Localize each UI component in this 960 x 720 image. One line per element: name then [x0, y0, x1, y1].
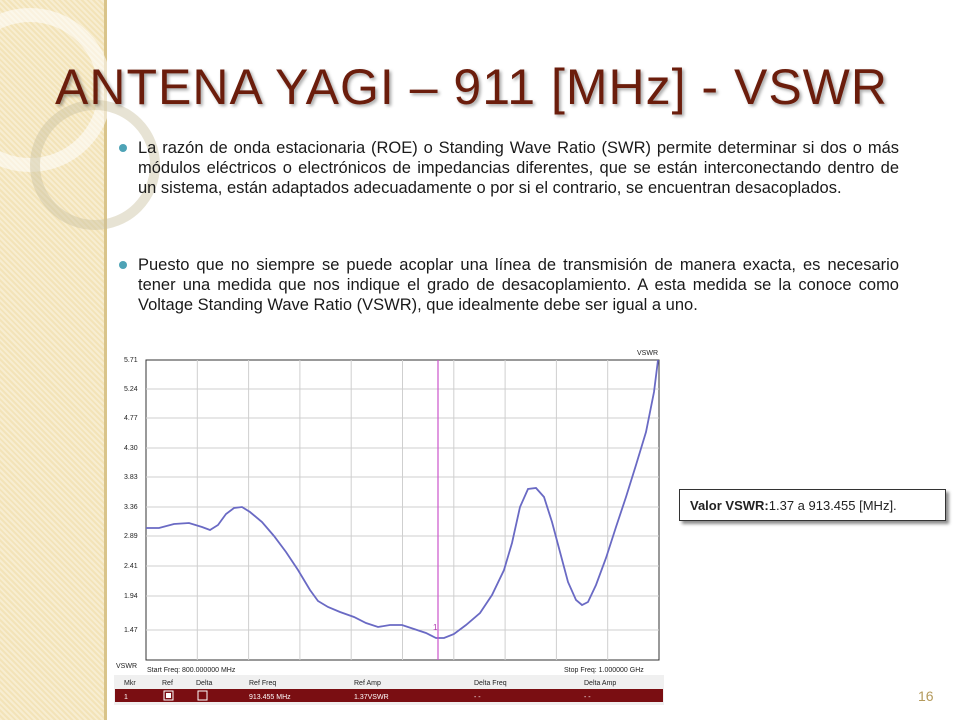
slide-title: ANTENA YAGI – 911 [MHz] - VSWR	[55, 59, 888, 115]
y-tick-label: 4.77	[124, 415, 138, 422]
vswr-analyzer-screenshot	[114, 347, 664, 705]
table-row-cell: 1.37VSWR	[354, 694, 389, 701]
decorative-circles	[0, 0, 200, 260]
bullet-icon	[119, 144, 127, 152]
y-tick-label: 2.41	[124, 563, 138, 570]
vswr-value-callout	[679, 489, 946, 521]
marker-table-row	[115, 689, 663, 702]
table-header-cell: Delta Freq	[474, 680, 507, 687]
table-row-cell: - -	[474, 694, 481, 701]
table-header-cell: Delta Amp	[584, 680, 617, 687]
table-header-cell: Ref	[162, 680, 173, 687]
bullet-text: Puesto que no siempre se puede acoplar una línea de transmisión de manera exacta, es necesario tener una medida que nos indique el grado de desacoplamiento. A esta medida se la conoce como Voltage Standing Wave Ratio (VSWR), que idealmente debe ser igual a uno.	[138, 256, 899, 314]
y-axis-unit: VSWR	[116, 663, 137, 670]
y-tick-label: 3.36	[124, 504, 138, 511]
y-tick-label: 1.47	[124, 627, 138, 634]
bullet-item-vswr	[113, 255, 899, 315]
y-tick-label: 2.89	[124, 533, 138, 540]
table-row-cell: - -	[584, 694, 591, 701]
table-row-cell: 913.455 MHz	[249, 694, 291, 701]
table-header-cell: Delta	[196, 680, 213, 687]
start-freq: Start Freq: 800.000000 MHz	[147, 667, 236, 674]
table-header-cell: Ref Freq	[249, 680, 277, 687]
table-row-cell: 1	[124, 694, 128, 701]
trace-label: VSWR	[637, 350, 658, 357]
stop-freq: Stop Freq: 1.000000 GHz	[564, 667, 644, 674]
table-header-cell: Ref Amp	[354, 680, 381, 687]
callout-label: Valor VSWR:	[690, 498, 769, 513]
bullet-icon	[119, 261, 127, 269]
y-tick-label: 5.71	[124, 357, 138, 364]
y-tick-label: 5.24	[124, 386, 138, 393]
bullet-item-swr	[113, 138, 899, 198]
checkbox-check-icon	[166, 693, 171, 698]
page-number: 16	[918, 688, 934, 704]
y-tick-label: 1.94	[124, 593, 138, 600]
y-tick-label: 3.83	[124, 474, 138, 481]
callout-value: 1.37 a 913.455 [MHz].	[768, 498, 897, 513]
bullet-text: La razón de onda estacionaria (ROE) o Standing Wave Ratio (SWR) permite determinar si dos o más módulos eléctricos o electrónicos de impedancias diferentes, que se están interconectando dentro de un sistema, están adaptados adecuadamente o por si el contrario, se encuentran desacoplados.	[138, 139, 899, 197]
y-tick-label: 4.30	[124, 445, 138, 452]
table-header-cell: Mkr	[124, 680, 136, 687]
marker-label: 1	[433, 623, 438, 632]
